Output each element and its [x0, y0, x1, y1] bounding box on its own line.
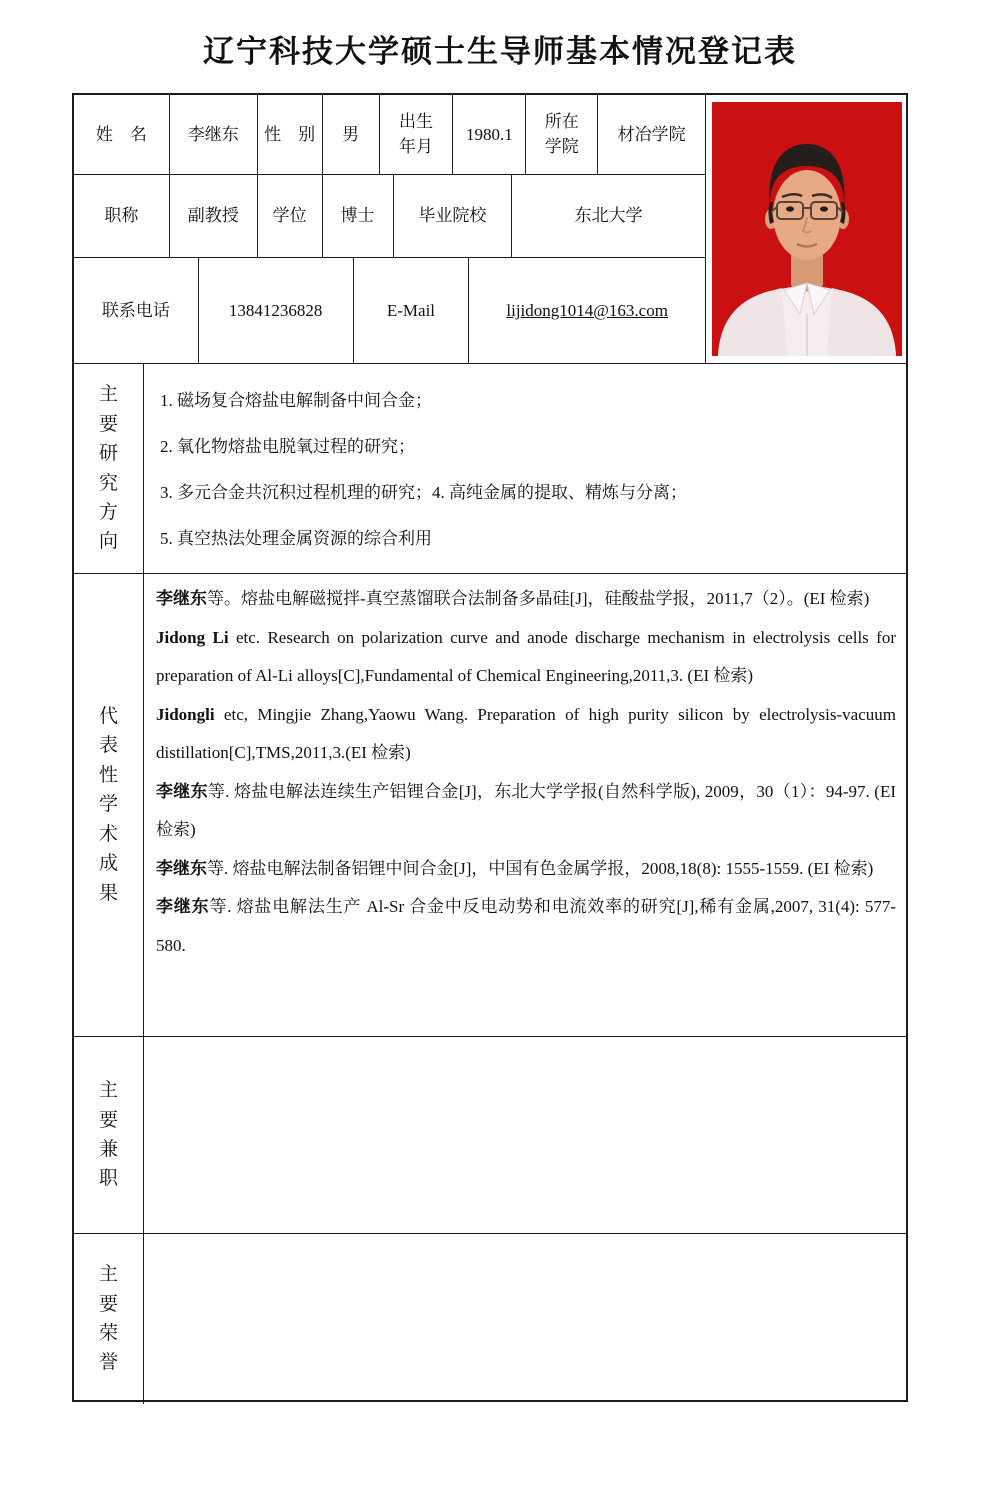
phone-value: 13841236828: [199, 258, 354, 363]
research-section-label: [74, 364, 144, 573]
achievements-section-label: [74, 574, 144, 1036]
vertical-label-char: 方: [98, 501, 118, 523]
publication-item: [156, 696, 896, 773]
school-label: 毕业院校: [394, 175, 513, 258]
publication-item: [156, 619, 896, 696]
vertical-label-char: 术: [98, 823, 118, 845]
birth-value: 1980.1: [453, 95, 526, 174]
vertical-label-char: 究: [98, 472, 118, 494]
section-research: [74, 364, 906, 574]
publication-author: Jidongli: [156, 704, 215, 724]
form-table: [72, 93, 908, 1402]
publication-list: [144, 574, 906, 1036]
publication-item: [156, 773, 896, 850]
email-link[interactable]: lijidong1014@163.com: [506, 300, 668, 320]
vertical-label-char: 果: [98, 882, 118, 904]
publication-author: 李继东: [156, 897, 210, 916]
portrait-photo: [712, 102, 902, 356]
vertical-label-char: 主: [98, 1080, 118, 1102]
vertical-label-char: 要: [98, 413, 118, 435]
vertical-label-char: 表: [98, 735, 118, 757]
publication-item: [156, 580, 896, 619]
vertical-label-char: 主: [98, 384, 118, 406]
vertical-label-char: 代: [98, 705, 118, 727]
publication-author: 李继东: [156, 781, 208, 801]
research-item: 5. 真空热法处理金属资源的综合利用: [160, 529, 432, 548]
vertical-label-char: 成: [98, 853, 118, 875]
page-title: 辽宁科技大学硕士生导师基本情况登记表: [203, 34, 797, 69]
section-achievements: [74, 574, 906, 1037]
vertical-label-char: 誉: [98, 1352, 118, 1374]
degree-value: 博士: [323, 175, 394, 258]
info-row-2: [74, 175, 705, 259]
publication-text: 等. 熔盐电解法生产 Al-Sr 合金中反电动势和电流效率的研究[J],稀有金属,2007, 31(4): 577-580.: [156, 897, 897, 955]
vertical-label-char: 兼: [98, 1139, 118, 1160]
school-value: 东北大学: [574, 206, 643, 226]
vertical-label-char: 向: [98, 531, 118, 553]
honors-section-label: [74, 1234, 144, 1404]
publication-text: 等。熔盐电解磁搅拌-真空蒸馏联合法制备多晶硅[J]，硅酸盐学报，2011,7（2）。(EI 检索): [207, 589, 870, 608]
name-label: 姓 名: [74, 95, 170, 174]
gender-label: 性 别: [258, 95, 323, 174]
publication-author: Jidong Li: [156, 627, 229, 647]
photo-cell: [706, 95, 908, 363]
personal-info-grid: [74, 95, 706, 363]
parttime-section-label: [74, 1037, 144, 1233]
degree-label: 学位: [258, 175, 323, 258]
info-row-1: [74, 95, 705, 175]
personal-info-block: [74, 95, 906, 364]
birth-label: 出生年月: [380, 95, 454, 174]
section-parttime: [74, 1037, 906, 1234]
section-honors: [74, 1234, 906, 1404]
prof-title-value: 副教授: [170, 175, 258, 258]
prof-title-label: 职称: [74, 175, 170, 258]
publication-item: [156, 888, 896, 965]
vertical-label-char: 研: [98, 443, 118, 465]
publication-text: 等. 熔盐电解法连续生产铝锂合金[J]，东北大学学报(自然科学版), 2009，30（1）：94-97. (EI 检索): [156, 781, 896, 839]
college-label: 所在学院: [526, 95, 598, 174]
research-item: 2. 氧化物熔盐电脱氧过程的研究；: [160, 437, 415, 456]
college-value: 材冶学院: [617, 124, 686, 144]
research-item: 1. 磁场复合熔盐电解制备中间合金；: [160, 391, 432, 410]
publication-author: 李继东: [156, 589, 207, 608]
gender-value: 男: [323, 95, 380, 174]
parttime-content: [144, 1037, 906, 1233]
email-label: E-Mail: [354, 258, 470, 363]
email-value: [469, 258, 705, 363]
vertical-label-char: 要: [98, 1109, 118, 1131]
name-value: 李继东: [170, 95, 258, 174]
info-row-3: [74, 258, 705, 363]
vertical-label-char: 职: [98, 1168, 118, 1190]
vertical-label-char: 学: [98, 794, 118, 816]
publication-text: etc, Mingjie Zhang,Yaowu Wang. Preparation of high purity silicon by electrolysis-vacuum distillation[C],TMS,2011,3.(EI 检索): [156, 704, 896, 762]
honors-content: [144, 1234, 906, 1404]
vertical-label-char: 要: [98, 1293, 118, 1315]
research-item: 3. 多元合金共沉积过程机理的研究；4. 高纯金属的提取、精炼与分离；: [160, 483, 687, 502]
vertical-label-char: 主: [98, 1264, 118, 1286]
vertical-label-char: 性: [98, 764, 118, 786]
research-list: [144, 364, 906, 573]
publication-text: etc. Research on polarization curve and anode discharge mechanism in electrolysis cells for preparation of Al-Li alloys[C],Fundamental of Chemical Engineering,2011,3. (EI 检索): [156, 627, 896, 685]
phone-label: 联系电话: [74, 258, 199, 363]
publication-author: 李继东: [156, 858, 207, 878]
publication-text: 等. 熔盐电解法制备铝锂中间合金[J]，中国有色金属学报，2008,18(8): 1555-1559. (EI 检索): [207, 858, 874, 878]
publication-item: [156, 850, 896, 889]
vertical-label-char: 荣: [98, 1323, 118, 1344]
